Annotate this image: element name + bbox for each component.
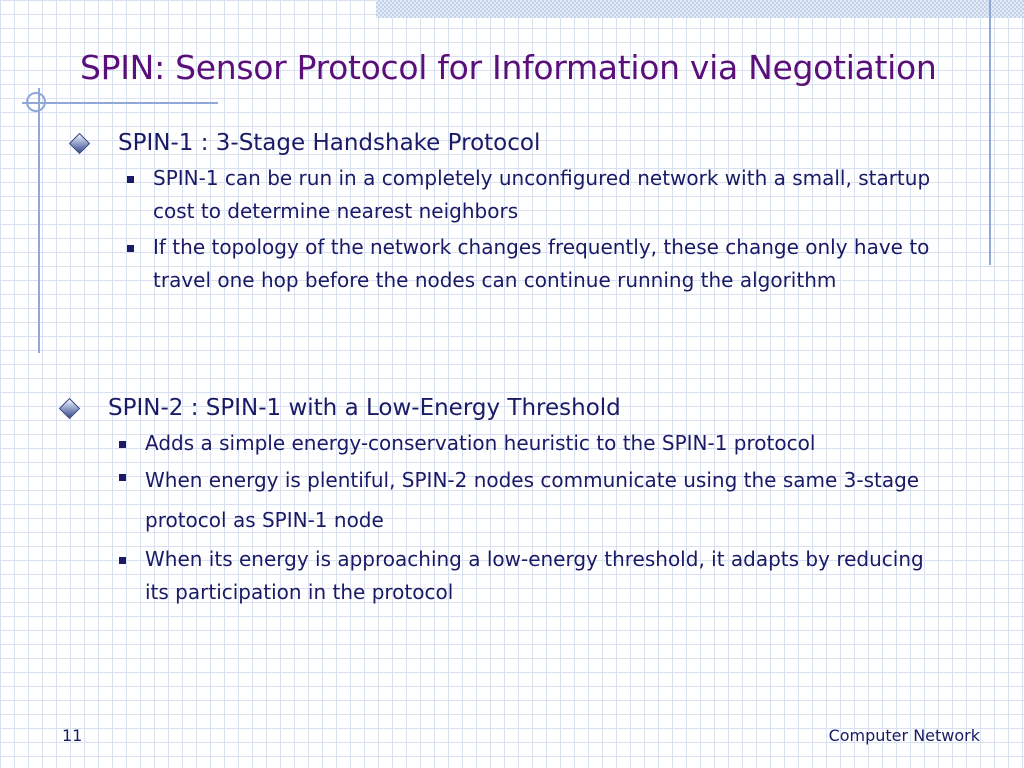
square-bullet-icon (119, 474, 126, 481)
right-decoration-line (989, 0, 991, 265)
diamond-bullet-icon (69, 133, 90, 154)
list-item-text: When energy is plentiful, SPIN-2 nodes communicate using the same 3-stage protocol as SPIN-1 node (145, 468, 920, 532)
section-heading (62, 392, 952, 424)
diamond-bullet-icon (59, 398, 80, 419)
list-item-text: If the topology of the network changes frequently, these change only have to travel one hop before the nodes can continue running the algorithm (153, 235, 930, 292)
slide-number: 11 (62, 726, 83, 745)
corner-circle-decoration (26, 92, 46, 112)
section-heading-text: SPIN-2 : SPIN-1 with a Low-Energy Threshold (108, 395, 621, 421)
square-bullet-icon (119, 441, 126, 448)
header-decoration-band (376, 0, 1024, 18)
square-bullet-icon (127, 245, 134, 252)
title-underline (22, 102, 218, 104)
list-item-text: When its energy is approaching a low-energy threshold, it adapts by reducing its participation in the protocol (145, 547, 924, 604)
list-item (121, 162, 973, 228)
square-bullet-icon (119, 557, 126, 564)
list-item (113, 460, 935, 540)
list-item-text: SPIN-1 can be run in a completely unconfigured network with a small, startup cost to determine nearest neighbors (153, 166, 931, 223)
slide-title: SPIN: Sensor Protocol for Information via Negotiation (80, 48, 937, 87)
section-spin-2 (62, 392, 952, 609)
section-heading (72, 127, 962, 159)
list-item-text: Adds a simple energy-conservation heuristic to the SPIN-1 protocol (145, 431, 816, 455)
section-spin-1 (72, 127, 962, 297)
list-item (121, 231, 973, 297)
list-item (113, 427, 935, 460)
footer-text: Computer Network (828, 726, 980, 745)
section-heading-text: SPIN-1 : 3-Stage Handshake Protocol (118, 130, 541, 156)
square-bullet-icon (127, 176, 134, 183)
left-decoration-line (38, 88, 40, 353)
list-item (113, 543, 935, 609)
